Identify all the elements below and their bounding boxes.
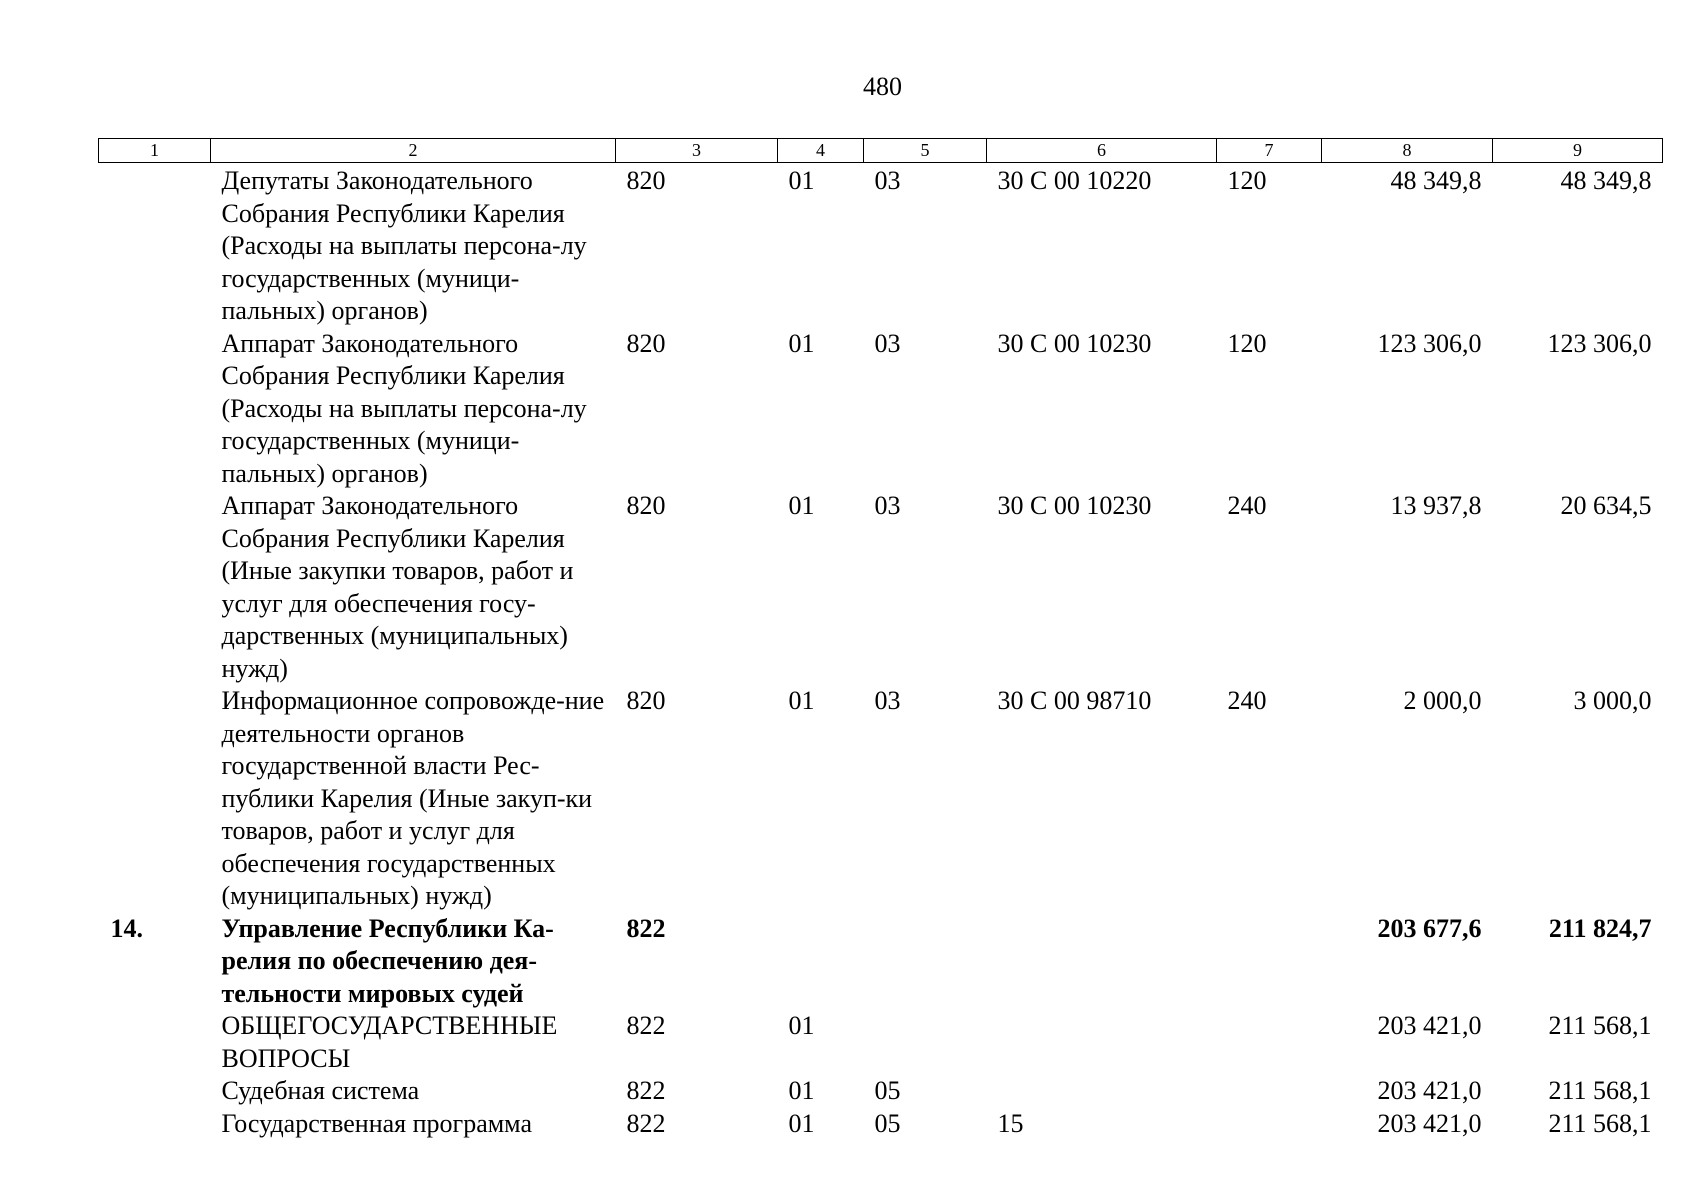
- section-cell: 01: [788, 1108, 815, 1138]
- section-cell: 01: [788, 491, 815, 520]
- row-number-cell: 14.: [110, 913, 143, 943]
- expense-type-cell: 120: [1227, 328, 1267, 358]
- target-article-cell: [987, 913, 1217, 1011]
- column-header-1: 1: [99, 139, 211, 163]
- column-header-2: 2: [211, 139, 616, 163]
- subsection-cell: [864, 1010, 987, 1075]
- ministry-code-cell: 822: [626, 1108, 666, 1138]
- amount-year-2-cell: 211 568,1: [1548, 1076, 1652, 1105]
- expense-type-cell: [1217, 1108, 1322, 1141]
- ministry-code-cell: 822: [626, 1076, 666, 1105]
- target-article-cell: 15: [997, 1108, 1024, 1138]
- target-article-cell: 30 С 00 10220: [997, 166, 1152, 195]
- expense-type-cell: 240: [1227, 686, 1267, 715]
- subsection-cell: [864, 913, 987, 1011]
- section-cell: [778, 913, 864, 1011]
- section-cell: 01: [788, 328, 815, 358]
- column-header-6: 6: [987, 139, 1217, 163]
- target-article-cell: [987, 1010, 1217, 1075]
- ministry-code-cell: 822: [626, 913, 666, 943]
- target-article-cell: 30 С 00 10230: [997, 328, 1152, 358]
- ministry-code-cell: 820: [626, 166, 666, 195]
- item-name-cell: Аппарат Законодательного Собрания Республики Карелия (Расходы на выплаты персона-лу государственных (муници-пальных) органов): [221, 328, 587, 488]
- section-cell: 01: [788, 166, 815, 195]
- row-number-cell: [99, 1010, 211, 1075]
- table-row: [99, 685, 1663, 913]
- section-cell: 01: [788, 1011, 815, 1040]
- row-number-cell: [99, 1075, 211, 1108]
- expense-type-cell: [1217, 1075, 1322, 1108]
- subsection-cell: 03: [874, 166, 901, 195]
- row-number-cell: [99, 1108, 211, 1141]
- subsection-cell: 03: [874, 328, 901, 358]
- column-header-3: 3: [616, 139, 778, 163]
- table-body: [99, 163, 1663, 1141]
- section-cell: 01: [788, 1076, 815, 1105]
- amount-year-1-cell: 13 937,8: [1390, 491, 1482, 520]
- table-row: [99, 1108, 1663, 1141]
- item-name-cell: Аппарат Законодательного Собрания Республики Карелия (Иные закупки товаров, работ и услуг для обеспечения госу-дарственных (муниципальных) нужд): [221, 491, 574, 683]
- column-header-7: 7: [1217, 139, 1322, 163]
- item-name-cell: Управление Республики Ка-релия по обеспечению дея-тельности мировых судей: [221, 913, 554, 1008]
- expense-type-cell: [1217, 1010, 1322, 1075]
- amount-year-2-cell: 211 568,1: [1548, 1108, 1652, 1138]
- item-name-cell: Судебная система: [221, 1076, 420, 1105]
- column-header-5: 5: [864, 139, 987, 163]
- item-name-cell: Информационное сопровожде-ние деятельности органов государственной власти Рес-публики Карелия (Иные закуп-ки товаров, работ и услуг для обеспечения государственных (муниципальных) нужд): [221, 686, 605, 910]
- column-header-8: 8: [1322, 139, 1493, 163]
- amount-year-2-cell: 123 306,0: [1547, 328, 1652, 358]
- table-row: [99, 328, 1663, 491]
- section-cell: 01: [788, 686, 815, 715]
- table-row: [99, 913, 1663, 1011]
- column-header-9: 9: [1493, 139, 1663, 163]
- table-row: [99, 163, 1663, 328]
- table-header: [99, 139, 1663, 163]
- subsection-cell: 05: [874, 1108, 901, 1138]
- subsection-cell: 05: [874, 1076, 901, 1105]
- row-number-cell: [99, 685, 211, 913]
- row-number-cell: [99, 163, 211, 328]
- amount-year-1-cell: 123 306,0: [1377, 328, 1482, 358]
- ministry-code-cell: 820: [626, 686, 666, 715]
- amount-year-1-cell: 203 421,0: [1377, 1011, 1482, 1040]
- target-article-cell: 30 С 00 98710: [997, 686, 1152, 715]
- target-article-cell: [987, 1075, 1217, 1108]
- amount-year-2-cell: 48 349,8: [1560, 166, 1652, 195]
- subsection-cell: 03: [874, 491, 901, 520]
- budget-table: [98, 138, 1663, 1140]
- item-name-cell: Государственная программа: [221, 1108, 533, 1138]
- item-name-cell: ОБЩЕГОСУДАРСТВЕННЫЕ ВОПРОСЫ: [221, 1011, 558, 1073]
- amount-year-2-cell: 3 000,0: [1573, 686, 1652, 715]
- amount-year-2-cell: 211 824,7: [1548, 913, 1652, 943]
- amount-year-1-cell: 203 421,0: [1377, 1108, 1482, 1138]
- amount-year-1-cell: 203 677,6: [1377, 913, 1482, 943]
- amount-year-2-cell: 211 568,1: [1548, 1011, 1652, 1040]
- target-article-cell: 30 С 00 10230: [997, 491, 1152, 520]
- amount-year-1-cell: 203 421,0: [1377, 1076, 1482, 1105]
- expense-type-cell: 120: [1227, 166, 1267, 195]
- item-name-cell: Депутаты Законодательного Собрания Республики Карелия (Расходы на выплаты персона-лу государственных (муници-пальных) органов): [221, 166, 587, 325]
- table-row: [99, 1075, 1663, 1108]
- table-row: [99, 490, 1663, 685]
- expense-type-cell: [1217, 913, 1322, 1011]
- table-row: [99, 1010, 1663, 1075]
- ministry-code-cell: 822: [626, 1011, 666, 1040]
- amount-year-1-cell: 48 349,8: [1390, 166, 1482, 195]
- page-number: 480: [863, 72, 902, 101]
- row-number-cell: [99, 490, 211, 685]
- column-header-4: 4: [778, 139, 864, 163]
- header-row: [99, 139, 1663, 163]
- amount-year-2-cell: 20 634,5: [1560, 491, 1652, 520]
- amount-year-1-cell: 2 000,0: [1403, 686, 1482, 715]
- ministry-code-cell: 820: [626, 328, 666, 358]
- row-number-cell: [99, 328, 211, 491]
- subsection-cell: 03: [874, 686, 901, 715]
- ministry-code-cell: 820: [626, 491, 666, 520]
- expense-type-cell: 240: [1227, 491, 1267, 520]
